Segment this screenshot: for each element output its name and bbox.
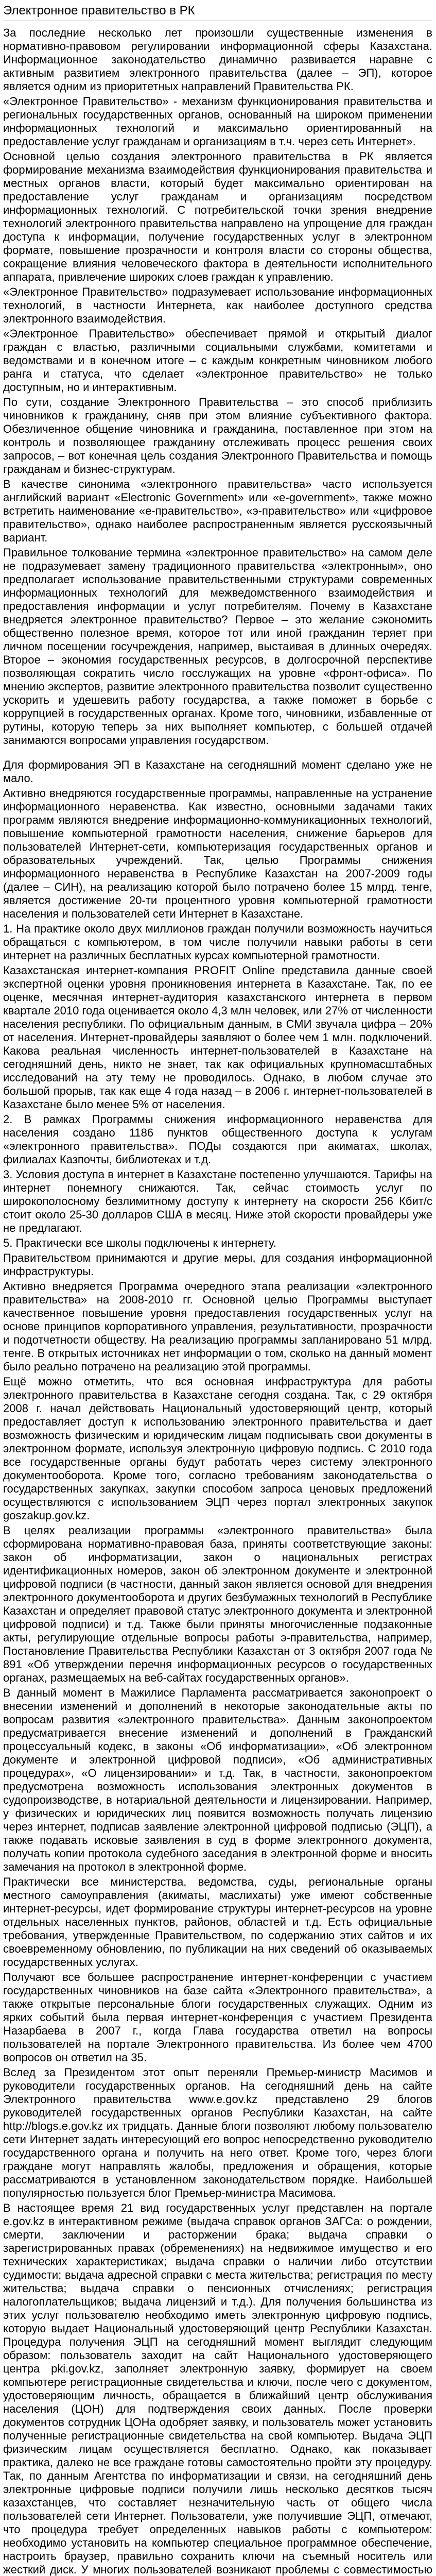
article-paragraph: Активно внедряется Программа очередного этапа реализации «электронного правительства» на 2008-2010 гг. Основной целью Программы выступает качественное повышение уровня предоставления государственных услуг на основе принципов корпоративного управления, результативности, прозрачности и подотчетности обществу. На реализацию программы запланировано 51 млрд. тенге. В открытых источниках нет информации о том, сколько на данный момент было реально потрачено на реализацию этой программы. — [3, 1280, 432, 1373]
article-paragraph: Правительством принимаются и другие меры, для создания информационной инфраструктуры. — [3, 1251, 432, 1278]
article-body — [3, 26, 432, 2576]
article-paragraph: «Электронное Правительство» обеспечивает прямой и открытый диалог граждан с властью, различными социальными службами, комитетами и ведомствами и в конечном итоге – с каждым конкретным чиновником любого ранга и статуса, что сделает «электронное правительство» не только доступным, но и интерактивным. — [3, 327, 432, 394]
article-paragraph: За последние несколько лет произошли существенные изменения в нормативно-правовом регулировании информационной сферы Казахстана. Информационное законодательство динамично развивается наравне с активным развитием электронного правительства (далее – ЭП), которое является одним из приоритетных направлений Правительства РК. — [3, 26, 432, 93]
article-paragraph: «Электронное Правительство» - механизм функционирования правительства и региональных государственных органов, основанный на широком применении информационных технологий и максимально ориентированный на предоставление услуг гражданам и организациям в т.ч. через сеть Интернет». — [3, 95, 432, 148]
article-paragraph: По сути, создание Электронного Правительства – это способ приблизить чиновников к гражданину, сняв при этом влияние субъективного фактора. Обезличенное общение чиновника и гражданина, поставленное при этом на контроль и позволяющее гражданину отслеживать процесс решения своих запросов, – вот конечная цель создания Электронного Правительства и помощь гражданам и бизнес-структурам. — [3, 396, 432, 476]
article-paragraph: В данный момент в Мажилисе Парламента рассматривается законопроект о внесении изменений и дополнений в некоторые законодательные акты по вопросам развития «электронного правительства». Данным законопроектом предусматривается внесение изменений и дополнений в Гражданский процессуальный кодекс, в законы «Об информатизации», «Об электронном документе и электронной цифровой подписи», «Об административных процедурах», «О лицензировании» и т.д. Так, в частности, законопроектом предусмотрена возможность использования электронных документов в судопроизводстве, в нотариальной деятельности и лицензировании. Например, у физических и юридических лиц появится возможность получать лицензию через интернет, подписав заявление электронной цифровой подписью (ЭЦП), а также подавать исковые заявления в суд в форме электронного документа, получать копии протокола судебного заседания в электронной форме и вносить замечания на протокол в электронной форме. — [3, 1686, 432, 1873]
article-paragraph: «Электронное Правительство» подразумевает использование информационных технологий, в частности Интернета, как наиболее доступного средства электронного взаимодействия. — [3, 285, 432, 325]
article-paragraph: Основной целью создания электронного правительства в РК является формирование механизма взаимодействия функционирования правительства и местных органов власти, который будет максимально ориентирован на предоставление услуг гражданам и организациям посредством информационных технологий. С потребительской точки зрения внедрение технологий электронного правительства направлено на упрощение для граждан доступа к информации, получение государственных услуг в электронном формате, повышение прозрачности и контроля власти со стороны общества, сокращение влияния человеческого фактора в деятельности исполнительного аппарата, привлечение широких слоев граждан к управлению. — [3, 150, 432, 283]
article-paragraph: Ещё можно отметить, что вся основная инфраструктура для работы электронного правительства в Казахстане сегодня создана. Так, с 29 октября 2008 г. начал действовать Национальный удостоверяющий центр, который предоставляет доступ к использованию электронного правительства и дает возможность физическим и юридическим лицам подписывать свои документы в электронном формате, используя электронную цифровую подпись. С 2010 года все государственные органы будут работать через систему электронного документооборота. Кроме того, согласно требованиям законодательства о государственных закупках, закупки способом запроса ценовых предложений осуществляются с использованием ЭЦП через портал электронных закупок goszakup.gov.kz. — [3, 1375, 432, 1522]
article-paragraph: Правильное толкование термина «электронное правительство» на самом деле не подразумевает замену традиционного правительства «электронным», оно предполагает использование правительственными структурами современных информационных технологий для межведомственного взаимодействия и предоставления информации и услуг потребителям. Почему в Казахстане внедряется электронное правительство? Первое – это желание сэкономить общественно полезное время, которое тот или иной гражданин теряет при личном посещении госучреждения, например, выстаивая в длинных очередях. Второе – экономия государственных ресурсов, в долгосрочной перспективе позволяющая сократить число госслужащих на уровне «фронт-офиса». По мнению экспертов, развитие электронного правительства позволит существенно ускорить и удешевить работу государства, а также поможет в борьбе с коррупцией в государственных органах. Кроме того, чиновники, избавленные от рутины, которую теперь за них выполняет компьютер, с большей отдачей занимаются вопросами управления государством. — [3, 546, 432, 747]
article-paragraph: 5. Практически все школы подключены к интернету. — [3, 1236, 276, 1249]
article-paragraph: В качестве синонима «электронного правительства» часто используется английский вариант «Electronic Government» или «e-government», также можно встретить наименование «e-правительство», «э-правительство» или «цифровое правительство», однако наиболее распространенным является русскоязычный вариант. — [3, 478, 432, 544]
article-title: Электронное правительство в РК — [3, 4, 195, 18]
article-paragraph: 1. На практике около двух миллионов граждан получили возможность научиться обращаться с компьютером, в том числе получили навыки работы в сети интернет на различных бесплатных курсах компьютерной грамотности. — [3, 922, 432, 962]
article-paragraph: Вслед за Президентом этот опыт переняли Премьер-министр Масимов и руководители государственных органов. На сегодняшний день на сайте Электронного правительства www.e.gov.kz представлено 29 блогов руководителей государственных органов Республики Казахстан, на сайте http://blogs.e.gov.kz их тридцать. Данные блоги позволяют любому пользователю сети Интернет задать интересующий его вопрос непосредственно руководителю государственного органа и получить на него ответ. Кроме того, через блоги граждане могут направлять жалобы, предложения и обращения, которые рассматриваются в установленном законодательством порядке. Наибольшей популярностью пользуется блог Премьер-министра Масимова. — [3, 2066, 432, 2199]
article-paragraph: Получают все большее распространение интернет-конференции с участием государственных чиновников на базе сайта «Электронного правительства», а также открытые персональные блоги государственных служащих. Одним из ярких событий была первая интернет-конференция с участием Президента Назарбаева в 2007 г., когда Глава государства ответил на вопросы пользователей на портале Электронного правительства. Из более чем 4700 вопросов он ответил на 35. — [3, 1971, 432, 2064]
article-paragraph: 3. Условия доступа в интернет в Казахстане постепенно улучшаются. Тарифы на интернет понемногу снижаются. Так, сейчас стоимость услуг по широкополосному безлимитному доступу к интернету на скорости 256 Кбит/с стоит около 25-30 долларов США в месяц. Ниже этой скорости провайдеры уже не предлагают. — [3, 1168, 432, 1234]
article-paragraph: В целях реализации программы «электронного правительства» была сформирована нормативно-правовая база, приняты соответствующие законы: закон об информатизации, закон о национальных регистрах идентификационных номеров, закон об электронном документе и электронной цифровой подписи (в частности, данный закон является основой для внедрения электронного документооборота и других безбумажных технологий в Республике Казахстан и определяет правовой статус электронного документа и электронной цифровой подписи) и т.д. Также были приняты многочисленные подзаконные акты, регулирующие отдельные вопросы работы э-правительства, например, Постановление Правительства Республики Казахстан от 3 октября 2007 года № 891 «Об утверждении перечня информационных ресурсов о государственных органах, размещаемых на веб-сайтах государственных органов». — [3, 1524, 432, 1684]
article-paragraph: Для формирования ЭП в Казахстане на сегодняшний момент сделано уже не мало. — [3, 758, 432, 785]
article-paragraph: Активно внедряются государственные программы, направленные на устранение информационного неравенства. Как известно, основными задачами таких программ являются внедрение информационно-коммуникационных технологий, повышение компьютерной грамотности населения, снижение барьеров для пользователей Интернет-сети, компьютеризация государственных органов и образовательных учреждений. Так, целью Программы снижения информационного неравенства в Республике Казахстан на 2007-2009 годы (далее – СИН), на реализацию которой было потрачено более 15 млрд. тенге, является достижение 20-ти процентного уровня компьютерной грамотности населения и пользователей сети Интернет в Казахстане. — [3, 787, 432, 920]
article-paragraph: Практически все министерства, ведомства, суды, региональные органы местного самоуправления (акиматы, маслихаты) уже имеют собственные интернет-ресурсы, идет формирование структуры интернет-ресурсов на уровне отдельных населенных пунктов, районов, областей и т.д. Есть официальные требования, утвержденные Правительством, по содержанию этих сайтов и их своевременному обновлению, по публикации на них сведений об оказываемых государственных услугах. — [3, 1875, 432, 1969]
article-paragraph: Казахстанская интернет-компания PROFIT Online представила данные своей экспертной оценки уровня проникновения интернета в Казахстане. Так, по ее оценке, месячная интернет-аудитория казахстанского интернета в первом квартале 2010 года оценивается около 4,3 млн человек, или 27% от численности населения республики. По официальным данным, в СМИ звучала цифра – 20% от населения. Интернет-провайдеры заявляют о более чем 1 млн. подключений. Какова реальная численность интернет-пользователей в Казахстане на сегодняшний день, никто не знает, так как официальных крупномасштабных исследований на эту тему не проводилось. Однако, в любом случае это большой прорыв, так как еще 4 года назад – в 2006 г. интернет-пользователей в Казахстане было менее 5% от населения. — [3, 964, 432, 1111]
article-paragraph: 2. В рамках Программы снижения информационного неравенства для населения создано 1186 пунктов общественного доступа к услугам «электронного правительства». ПОДы создаются при акиматах, школах, филиалах Казпочты, библиотеках и т.д. — [3, 1113, 432, 1166]
article-paragraph: В настоящее время 21 вид государственных услуг представлен на портале e.gov.kz в интерактивном режиме (выдача справок органов ЗАГСа: о рождении, смерти, заключении и расторжении брака; выдача справки о зарегистрированных правах (обременениях) на недвижимое имущество и его технических характеристиках; выдача справки о наличии либо отсутствии судимости; выдача адресной справки с места жительства; регистрация по месту жительства; выдача справки о пенсионных отчислениях; регистрация налогоплательщиков; выдача лицензий и т.д.). Для получения большинства из этих услуг пользователю необходимо иметь электронную цифровую подпись, которую выдает Национальный удостоверяющий центр Республики Казахстан. Процедура получения ЭЦП на сегодняшний момент выглядит следующим образом: пользователь заходит на сайт Национального удостоверяющего центра pki.gov.kz, заполняет электронную заявку, формирует на своем компьютере регистрационные свидетельства и ключи, после чего с документом, удостоверяющим личность, обращается в ближайший центр обслуживания населения (ЦОН) для подтверждения своих данных. После проверки документов сотрудник ЦОНа одобряет заявку, и пользователь может установить полученные регистрационные свидетельства на свой компьютер. Выдача ЭЦП физическим лицам осуществляется бесплатно. Однако, как показывает практика, далеко не все граждане готовы самостоятельно пройти эту процедуру. Так, по данным Агентства по информатизации и связи, на сегодняшний день электронные цифровые подписи получили лишь несколько десятков тысяч казахстанцев, что составляет незначительную часть от общего числа пользователей сети Интернет. Пользователи, уже получившие ЭЦП, отмечают, что процедура требует определенных навыков работы с компьютером: необходимо установить на компьютер специальное программное обеспечение, настроить браузер, правильно сохранить ключи на съемный носитель или жесткий диск. У многих пользователей возникают проблемы с совместимостью — [3, 2201, 432, 2576]
